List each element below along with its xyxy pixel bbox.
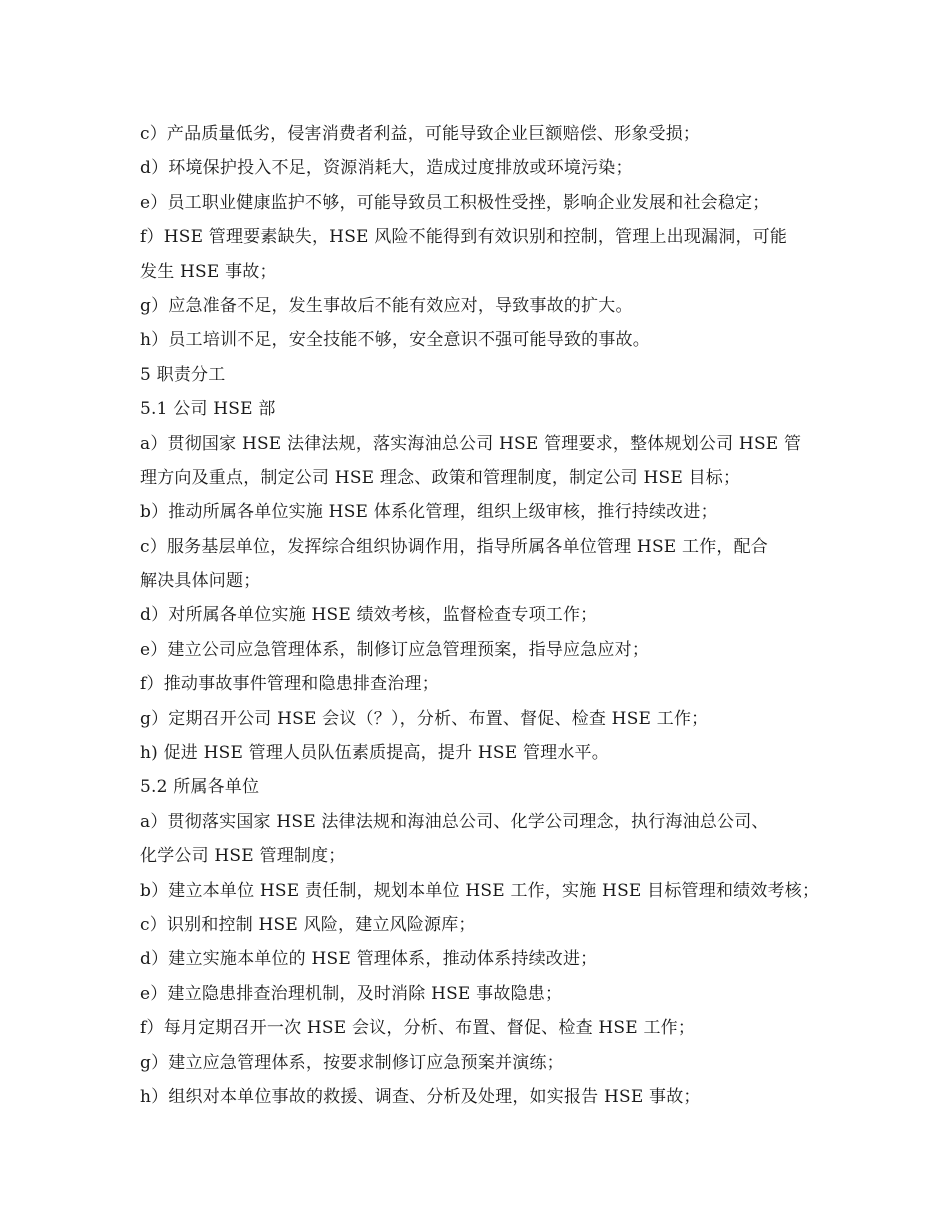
section-heading: 5 职责分工 bbox=[140, 364, 226, 385]
list-item: c）产品质量低劣，侵害消费者利益，可能导致企业巨额赔偿、形象受损； bbox=[140, 124, 701, 144]
list-item-continuation: 解决具体问题； bbox=[140, 571, 261, 592]
list-item: e）员工职业健康监护不够，可能导致员工积极性受挫，影响企业发展和社会稳定； bbox=[140, 192, 770, 213]
list-item: g）建立应急管理体系，按要求制修订应急预案并演练； bbox=[140, 1052, 564, 1073]
list-item: d）环境保护投入不足，资源消耗大，造成过度排放或环境污染； bbox=[140, 158, 633, 179]
list-item: a）贯彻落实国家 HSE 法律法规和海油总公司、化学公司理念，执行海油总公司、 bbox=[140, 811, 769, 832]
list-item: d）建立实施本单位的 HSE 管理体系，推动体系持续改进； bbox=[140, 949, 598, 970]
list-item: d）对所属各单位实施 HSE 绩效考核，监督检查专项工作； bbox=[140, 605, 598, 626]
list-item: c）识别和控制 HSE 风险，建立风险源库； bbox=[140, 914, 476, 935]
list-item: b）建立本单位 HSE 责任制，规划本单位 HSE 工作，实施 HSE 目标管理和绩效考核； bbox=[140, 880, 820, 901]
list-item: f）HSE 管理要素缺失，HSE 风险不能得到有效识别和控制，管理上出现漏洞，可能 bbox=[140, 227, 788, 248]
list-item-continuation: 化学公司 HSE 管理制度； bbox=[140, 846, 346, 867]
subsection-heading: 5.1 公司 HSE 部 bbox=[140, 399, 276, 420]
list-item: h）员工培训不足，安全技能不够，安全意识不强可能导致的事故。 bbox=[140, 330, 650, 351]
list-item: h) 促进 HSE 管理人员队伍素质提高，提升 HSE 管理水平。 bbox=[140, 743, 609, 764]
list-item: a）贯彻国家 HSE 法律法规，落实海油总公司 HSE 管理要求，整体规划公司 HSE 管 bbox=[140, 433, 802, 454]
list-item: e）建立隐患排查治理机制，及时消除 HSE 事故隐患； bbox=[140, 983, 563, 1004]
list-item: e）建立公司应急管理体系，制修订应急管理预案，指导应急应对； bbox=[140, 639, 650, 660]
list-item: f）每月定期召开一次 HSE 会议，分析、布置、督促、检查 HSE 工作； bbox=[140, 1018, 696, 1039]
list-item-continuation: 发生 HSE 事故； bbox=[140, 261, 277, 282]
list-item: b）推动所属各单位实施 HSE 体系化管理，组织上级审核，推行持续改进； bbox=[140, 502, 718, 523]
list-item-continuation: 理方向及重点，制定公司 HSE 理念、政策和管理制度，制定公司 HSE 目标； bbox=[140, 467, 741, 488]
list-item: g）应急准备不足，发生事故后不能有效应对，导致事故的扩大。 bbox=[140, 295, 633, 316]
document-body bbox=[140, 117, 820, 1114]
list-item: g）定期召开公司 HSE 会议（？），分析、布置、督促、检查 HSE 工作； bbox=[140, 708, 709, 729]
list-item: f）推动事故事件管理和隐患排查治理； bbox=[140, 674, 439, 695]
list-item: h）组织对本单位事故的救援、调查、分析及处理，如实报告 HSE 事故； bbox=[140, 1086, 701, 1107]
subsection-heading: 5.2 所属各单位 bbox=[140, 777, 260, 798]
list-item: c）服务基层单位，发挥综合组织协调作用，指导所属各单位管理 HSE 工作，配合 bbox=[140, 536, 769, 557]
